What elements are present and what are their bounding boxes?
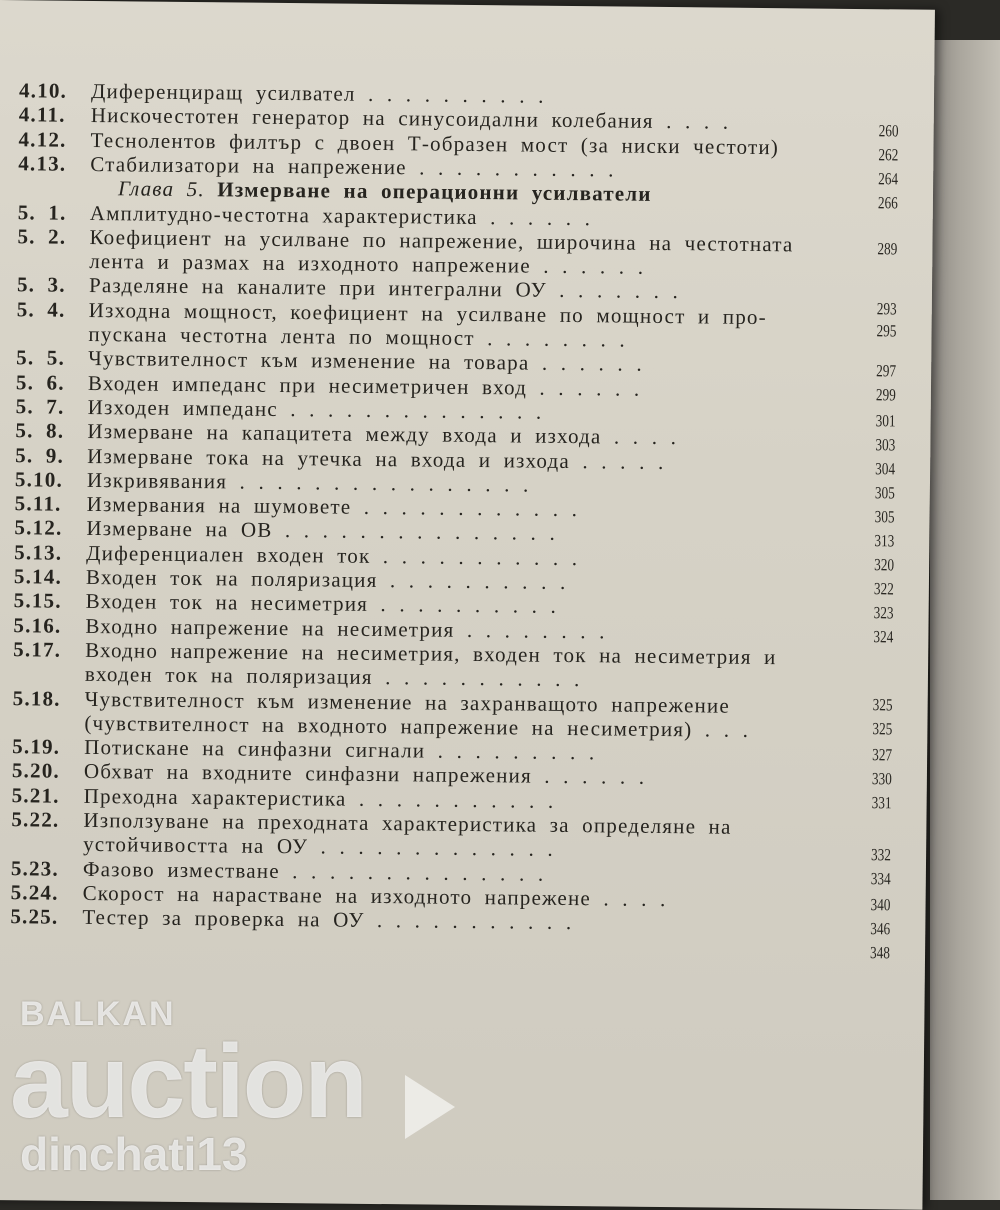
page-number: 262 xyxy=(878,145,898,165)
toc-entry-title: Диференциален входен ток . . . . . . . . . . . xyxy=(86,541,578,570)
toc-entry-title: Потискане на синфазни сигнали . . . . . . . . . xyxy=(84,735,595,764)
toc-entry-title: входен ток на поляризация . . . . . . . . . . . xyxy=(85,662,581,691)
page-number: 325 xyxy=(873,695,893,715)
toc-entry-number: 5.16. xyxy=(13,613,85,638)
toc-entry-number: 4.12. xyxy=(18,127,90,152)
toc-entry-number: 5. 4. xyxy=(17,297,89,322)
toc-entry-title: Измервания на шумовете . . . . . . . . . . . . xyxy=(87,492,579,521)
toc-entry-title: Изходен импеданс . . . . . . . . . . . . . . xyxy=(88,395,543,424)
toc-entry-number: 5.22. xyxy=(11,807,83,832)
toc-entry-title: Теснолентов филтър с двоен Т-образен мост (за ниски честоти) xyxy=(90,128,779,159)
play-icon xyxy=(405,1075,455,1139)
page-number: 346 xyxy=(870,919,890,939)
toc-entry-title: Стабилизатори на напрежение . . . . . . . . . . . xyxy=(90,152,615,181)
toc-entry-number: 5.18. xyxy=(13,686,85,711)
toc-entry-number: 5.25. xyxy=(10,904,82,929)
adjacent-page-edge xyxy=(930,40,1000,1200)
toc-entry-number: 5.10. xyxy=(15,467,87,492)
toc-entry-number: 5. 1. xyxy=(18,200,90,225)
page-number: 264 xyxy=(878,169,898,189)
toc-entry-number: 5.23. xyxy=(11,856,83,881)
toc-entry-title: Входно напрежение на несиметрия . . . . . . . . xyxy=(85,614,605,643)
toc-entry-title: устойчивостта на ОУ . . . . . . . . . . . . . xyxy=(83,832,554,861)
toc-entry-title: Чувствителност към изменение на товара . . . . . . xyxy=(88,346,643,376)
page-number: 295 xyxy=(876,321,896,341)
watermark-brand-main: auction xyxy=(10,1023,366,1142)
toc-entry-number: 5. 5. xyxy=(16,345,88,370)
toc-entry-number: 4.13. xyxy=(18,151,90,176)
toc-entry-number: 5. 8. xyxy=(15,418,87,443)
page-number: 289 xyxy=(877,239,897,259)
toc-entry-title: Амплитудно-честотна характеристика . . . . . . xyxy=(90,200,592,229)
page-number: 331 xyxy=(872,793,892,813)
toc-entry-number: 5.13. xyxy=(14,540,86,565)
toc-entry-title: Входно напрежение на несиметрия, входен ток на несиметрия и xyxy=(85,638,777,669)
toc-entry-title: Изкривявания . . . . . . . . . . . . . . . . xyxy=(87,468,530,497)
page-number: 320 xyxy=(874,555,894,575)
page-number: 348 xyxy=(870,943,890,963)
toc-entry-number: 5.15. xyxy=(14,588,86,613)
watermark-brand-top: BALKAN xyxy=(20,995,176,1034)
chapter-title-text: Измерване на операционни усилватели xyxy=(217,177,652,206)
toc-entry-number: 4.10. xyxy=(19,78,91,103)
toc-entry-title: Тестер за проверка на ОУ . . . . . . . . . . . xyxy=(82,905,572,934)
toc-entry-title: Обхват на входните синфазни напрежения . . . . . . xyxy=(84,759,646,789)
page-number: 327 xyxy=(872,745,892,765)
toc-entry-title: пускана честотна лента по мощност . . . . . . . . xyxy=(88,322,626,352)
toc-entry-title: Коефициент на усилване по напрежение, широчина на честотната xyxy=(89,225,793,256)
toc-entry-title: Скорост на нарастване на изходното напрежене . . . . xyxy=(83,881,667,911)
page-number: 305 xyxy=(875,483,895,503)
toc-entry-title: Използуване на преходната характеристика за определяне на xyxy=(83,808,731,839)
page-number: 332 xyxy=(871,845,891,865)
toc-entry-title: Измерване на капацитета между входа и изхода . . . . xyxy=(87,419,677,449)
page-number: 324 xyxy=(873,627,893,647)
toc-entry-title: Фазово изместване . . . . . . . . . . . . . . xyxy=(83,857,545,886)
toc-entry-number: 5.12. xyxy=(14,516,86,541)
toc-entry-title: Измерване на ОВ . . . . . . . . . . . . . . . xyxy=(86,516,556,545)
toc-entry-number: 5.14. xyxy=(14,564,86,589)
toc-entry-number: 5. 7. xyxy=(16,394,88,419)
page-number: 304 xyxy=(875,459,895,479)
page-number: 266 xyxy=(878,193,898,213)
toc-entry-number: 5. 2. xyxy=(17,224,89,249)
toc-entry-title: Разделяне на каналите при интегрални ОУ . . . . . . . xyxy=(89,273,679,303)
toc-entry-title: Чувствителност към изменение на захранващото напрежение xyxy=(85,686,731,717)
page-number: 260 xyxy=(879,121,899,141)
page-number: 322 xyxy=(874,579,894,599)
toc-entry-title: Измерване тока на утечка на входа и изхода . . . . . xyxy=(87,443,665,473)
toc-entry-number: 5.11. xyxy=(15,491,87,516)
toc-entry-number: 5. 3. xyxy=(17,273,89,298)
toc-entry-number: 5.17. xyxy=(13,637,85,662)
toc-entry-title: Преходна характеристика . . . . . . . . . . . xyxy=(84,784,555,813)
page-number: 303 xyxy=(875,435,895,455)
table-of-contents xyxy=(19,78,929,88)
page-number: 313 xyxy=(874,531,894,551)
toc-entry-title: Входен импеданс при несиметричен вход . . . . . . xyxy=(88,371,641,401)
toc-entry-title: Входен ток на поляризация . . . . . . . . . . xyxy=(86,565,567,594)
page-number: 299 xyxy=(876,385,896,405)
toc-entry-number: 5.24. xyxy=(11,880,83,905)
page-number: 330 xyxy=(872,769,892,789)
toc-entry-number: 5. 6. xyxy=(16,370,88,395)
toc-entry-title: Входен ток на несиметрия . . . . . . . . . . xyxy=(86,589,558,618)
page-number: 305 xyxy=(875,507,895,527)
watermark-username: dinchati13 xyxy=(20,1127,248,1181)
toc-entry-title: Нискочестотен генератор на синусоидални колебания . . . . xyxy=(91,103,730,134)
toc-entry-number: 5.20. xyxy=(12,759,84,784)
toc-entry-number: 4.11. xyxy=(19,103,91,128)
toc-entry-title: (чувствителност на входното напрежение на несиметрия) . . . xyxy=(84,711,749,742)
page-number: 297 xyxy=(876,361,896,381)
toc-entry-title: лента и размах на изходното напрежение . . . . . . xyxy=(89,249,644,279)
page-number: 293 xyxy=(877,299,897,319)
page-number: 323 xyxy=(874,603,894,623)
page-number: 334 xyxy=(871,869,891,889)
toc-entry-title: Изходна мощност, коефициент на усилване по мощност и про- xyxy=(89,298,767,329)
toc-entry-number: 5. 9. xyxy=(15,443,87,468)
toc-entry-number: 5.21. xyxy=(12,783,84,808)
page-number: 301 xyxy=(876,411,896,431)
toc-entry-title: Диференциращ усилвател . . . . . . . . . . xyxy=(91,79,545,108)
toc-entry-number: 5.19. xyxy=(12,734,84,759)
page-number: 325 xyxy=(872,719,892,739)
chapter-label: Глава 5. xyxy=(118,176,205,201)
page-number: 340 xyxy=(870,895,890,915)
